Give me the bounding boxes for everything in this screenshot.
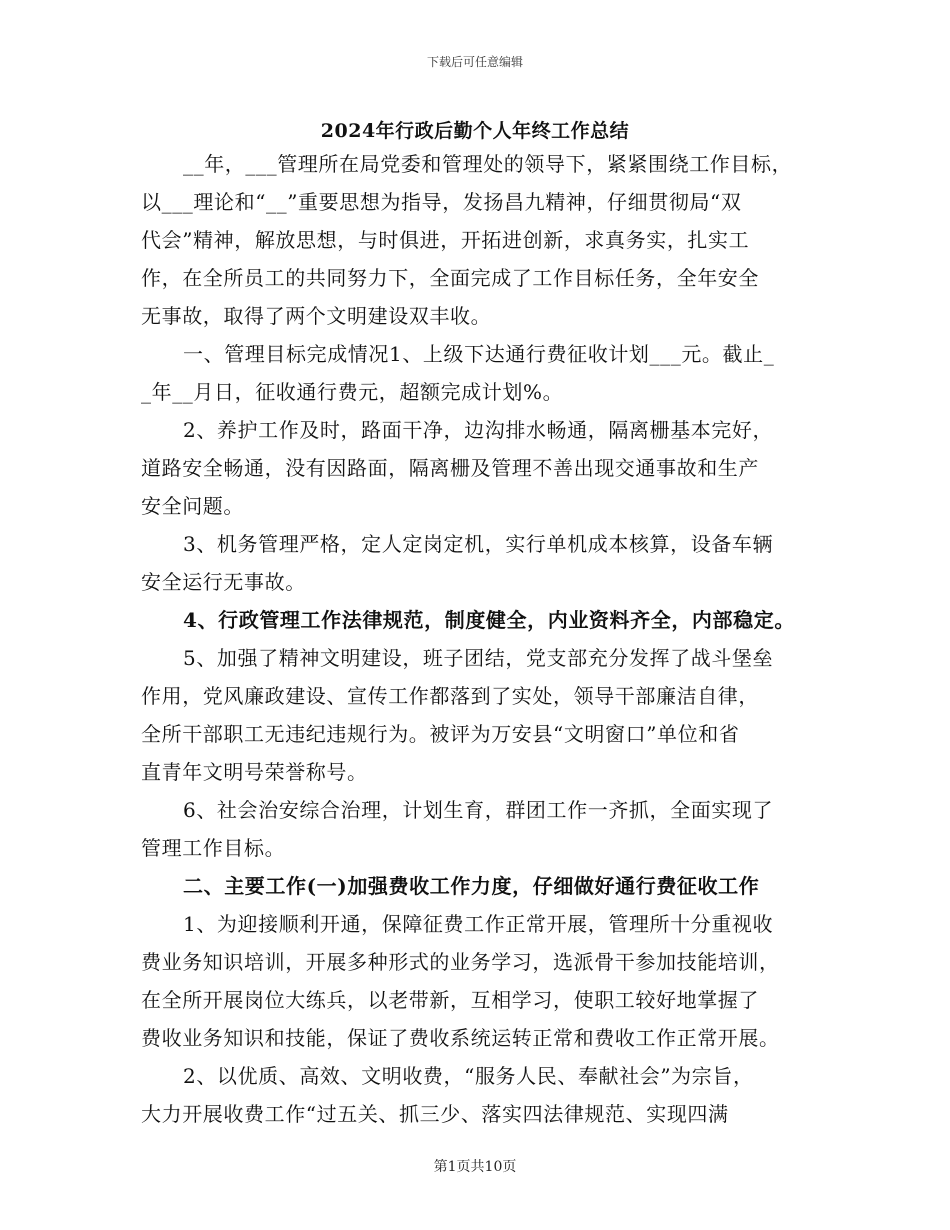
text-line: 代会”精神，解放思想，与时俱进，开拓进创新，求真务实，扎实工 — [141, 228, 750, 252]
text-line: 以___理论和“__”重要思想为指导，发扬昌九精神，仔细贯彻局“双 — [141, 190, 742, 214]
text-line: 作用，党风廉政建设、宣传工作都落到了实处，领导干部廉洁自律， — [141, 684, 759, 708]
text-line: 大力开展收费工作“过五关、抓三少、落实四法律规范、实现四满 — [141, 1102, 729, 1126]
text-line: 全所干部职工无违纪违规行为。被评为万安县“文明窗口”单位和省 — [141, 722, 740, 746]
document-title: 2024年行政后勤个人年终工作总结 — [320, 120, 630, 142]
text-line: 4、行政管理工作法律规范，制度健全，内业资料齐全，内部稳定。 — [183, 608, 795, 632]
text-line: 2、以优质、高效、文明收费，“服务人民、奉献社会”为宗旨， — [183, 1064, 754, 1088]
text-line: _年__月日，征收通行费元，超额完成计划%。 — [141, 380, 564, 404]
text-line: 道路安全畅通，没有因路面，隔离栅及管理不善出现交通事故和生产 — [141, 456, 759, 480]
text-line: 安全运行无事故。 — [141, 570, 306, 594]
text-line: 作，在全所员工的共同努力下，全面完成了工作目标任务，全年安全 — [141, 266, 759, 290]
text-line: __年，___管理所在局党委和管理处的领导下，紧紧围绕工作目标， — [183, 152, 793, 176]
document-body — [141, 145, 811, 1133]
text-line: 一、管理目标完成情况1、上级下达通行费征收计划___元。截止_ — [183, 342, 775, 366]
text-line: 二、主要工作(一)加强费收工作力度，仔细做好通行费征收工作 — [183, 874, 760, 898]
text-line: 2、养护工作及时，路面干净，边沟排水畅通，隔离栅基本完好， — [183, 418, 774, 442]
text-line: 5、加强了精神文明建设，班子团结，党支部充分发挥了战斗堡垒 — [183, 646, 774, 670]
text-line: 管理工作目标。 — [141, 836, 286, 860]
text-line: 安全问题。 — [141, 494, 244, 518]
text-line: 费收业务知识和技能，保证了费收系统运转正常和费收工作正常开展。 — [141, 1026, 780, 1050]
text-line: 无事故，取得了两个文明建设双丰收。 — [141, 304, 492, 328]
header-note: 下载后可任意编辑 — [426, 55, 523, 69]
text-line: 在全所开展岗位大练兵，以老带新，互相学习，使职工较好地掌握了 — [141, 988, 759, 1012]
text-line: 费业务知识培训，开展多种形式的业务学习，选派骨干参加技能培训， — [141, 950, 780, 974]
text-line: 1、为迎接顺利开通，保障征费工作正常开展，管理所十分重视收 — [183, 912, 774, 936]
page-footer: 第1页共10页 — [433, 1159, 517, 1175]
text-line: 3、机务管理严格，定人定岗定机，实行单机成本核算，设备车辆 — [183, 532, 774, 556]
text-line: 直青年文明号荣誉称号。 — [141, 760, 368, 784]
text-line: 6、社会治安综合治理，计划生育，群团工作一齐抓，全面实现了 — [183, 798, 774, 822]
